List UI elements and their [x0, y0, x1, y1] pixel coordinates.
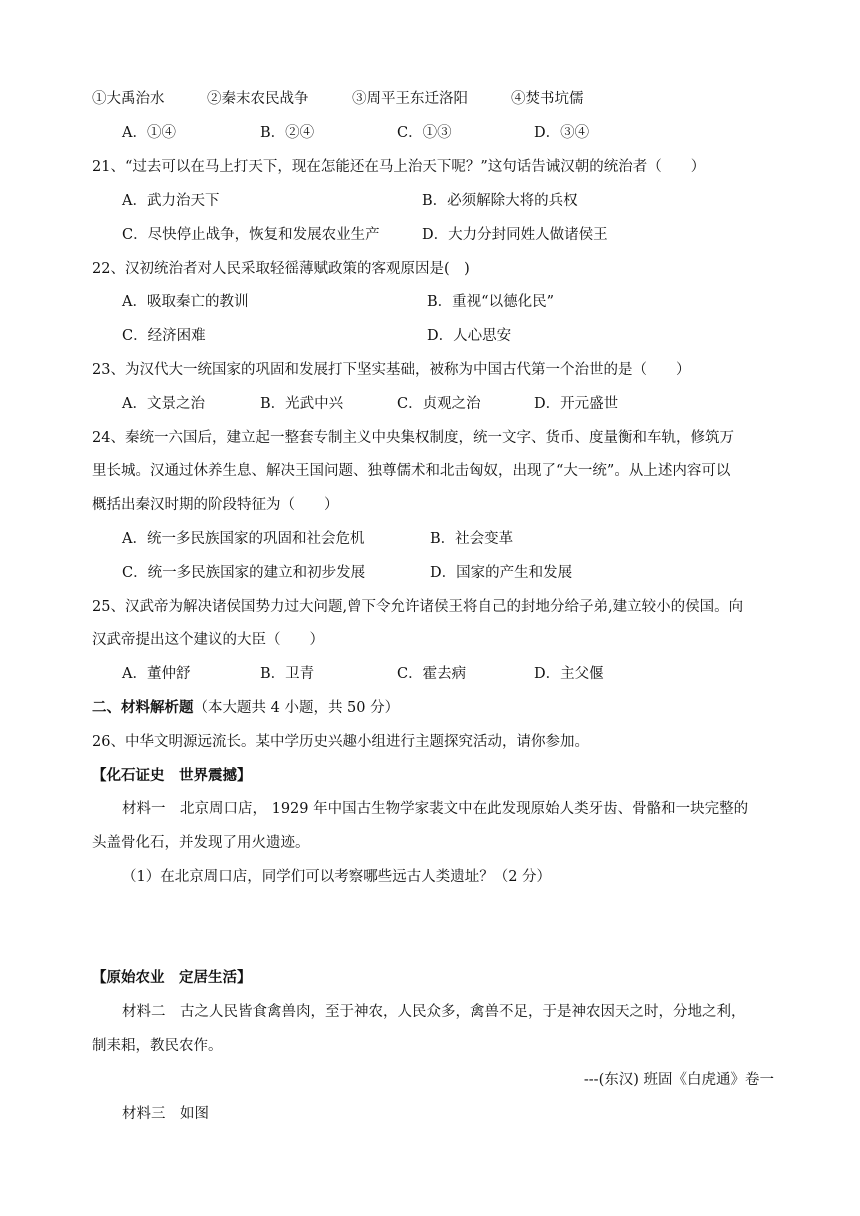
question-24-line1: 24、秦统一六国后，建立起一整套专制主义中央集权制度，统一文字、货币、度量衡和车轨，修筑万: [92, 430, 734, 446]
question-26-1: （1）在北京周口店，同学们可以考察哪些远古人类遗址？（2 分）: [122, 869, 552, 885]
option-a: A．董仲舒: [122, 666, 191, 682]
section-2-title: 二、材料解析题: [92, 699, 194, 716]
list-item: ②秦末农民战争: [207, 91, 309, 107]
option-c: C．统一多民族国家的建立和初步发展: [122, 565, 366, 581]
subheading-fossil: 【化石证史 世界震撼】: [92, 767, 252, 784]
option-b: B．重视“以德化民”: [427, 294, 554, 310]
option-b: B．卫青: [260, 666, 315, 682]
option-c: C．霍去病: [397, 666, 467, 682]
material-2-line2: 制耒耜，教民农作。: [92, 1038, 223, 1054]
option-d: D．大力分封同姓人做诸侯王: [422, 227, 608, 243]
material-2-source: ---(东汉) 班固《白虎通》卷一: [583, 1072, 774, 1088]
option-c: C．贞观之治: [397, 396, 481, 412]
subheading-agriculture: 【原始农业 定居生活】: [92, 969, 252, 986]
section-2-heading: [92, 698, 774, 718]
question-23: 23、为汉代大一统国家的巩固和发展打下坚实基础，被称为中国古代第一个治世的是（ ）: [92, 362, 691, 378]
list-item: ③周平王东迁洛阳: [352, 91, 468, 107]
question-26: 26、中华文明源远流长。某中学历史兴趣小组进行主题探究活动，请你参加。: [92, 734, 589, 750]
option-b: B．必须解除大将的兵权: [422, 193, 578, 209]
section-2-note: （本大题共 4 小题，共 50 分）: [193, 700, 400, 716]
option-c: C．尽快停止战争，恢复和发展农业生产: [122, 227, 380, 243]
material-1-line2: 头盖骨化石，并发现了用火遗迹。: [92, 835, 310, 851]
option-d: D．③④: [534, 125, 590, 141]
question-24-line2: 里长城。汉通过休养生息、解决王国问题、独尊儒术和北击匈奴，出现了“大一统”。从上述内容可以: [92, 463, 731, 479]
option-b: B．社会变革: [430, 531, 514, 547]
question-22: 22、汉初统治者对人民采取轻徭薄赋政策的客观原因是( ): [92, 261, 470, 277]
option-c: C．经济困难: [122, 328, 206, 344]
question-21: 21、“过去可以在马上打天下，现在怎能还在马上治天下呢？”这句话告诫汉朝的统治者（ ）: [92, 159, 706, 175]
option-d: D．人心思安: [427, 328, 512, 344]
material-2-line1: 材料二 古之人民皆食禽兽肉，至于神农，人民众多，禽兽不足，于是神农因天之时，分地之利，: [122, 1004, 746, 1020]
material-3: 材料三 如图: [122, 1106, 209, 1122]
option-a: A．①④: [122, 125, 176, 141]
question-24-line3: 概括出秦汉时期的阶段特征为（ ）: [92, 497, 339, 513]
option-a: A．吸取秦亡的教训: [122, 294, 249, 310]
option-d: D．主父偃: [534, 666, 604, 682]
question-25-line2: 汉武帝提出这个建议的大臣（ ）: [92, 632, 324, 648]
option-a: A．统一多民族国家的巩固和社会危机: [122, 531, 365, 547]
option-a: A．文景之治: [122, 396, 205, 412]
question-25-line1: 25、汉武帝为解决诸侯国势力过大问题,曾下令允许诸侯王将自己的封地分给子弟,建立较小的侯国。向: [92, 599, 744, 615]
material-1-line1: 材料一 北京周口店， 1929 年中国古生物学家裴文中在此发现原始人类牙齿、骨骼和一块完整的: [122, 801, 749, 817]
list-item: ①大禹治水: [92, 91, 165, 107]
option-d: D．开元盛世: [534, 396, 619, 412]
option-c: C．①③: [397, 125, 452, 141]
option-d: D．国家的产生和发展: [430, 565, 573, 581]
list-item: ④焚书坑儒: [511, 91, 584, 107]
option-b: B．光武中兴: [260, 396, 344, 412]
option-a: A．武力治天下: [122, 193, 220, 209]
option-b: B．②④: [260, 125, 315, 141]
